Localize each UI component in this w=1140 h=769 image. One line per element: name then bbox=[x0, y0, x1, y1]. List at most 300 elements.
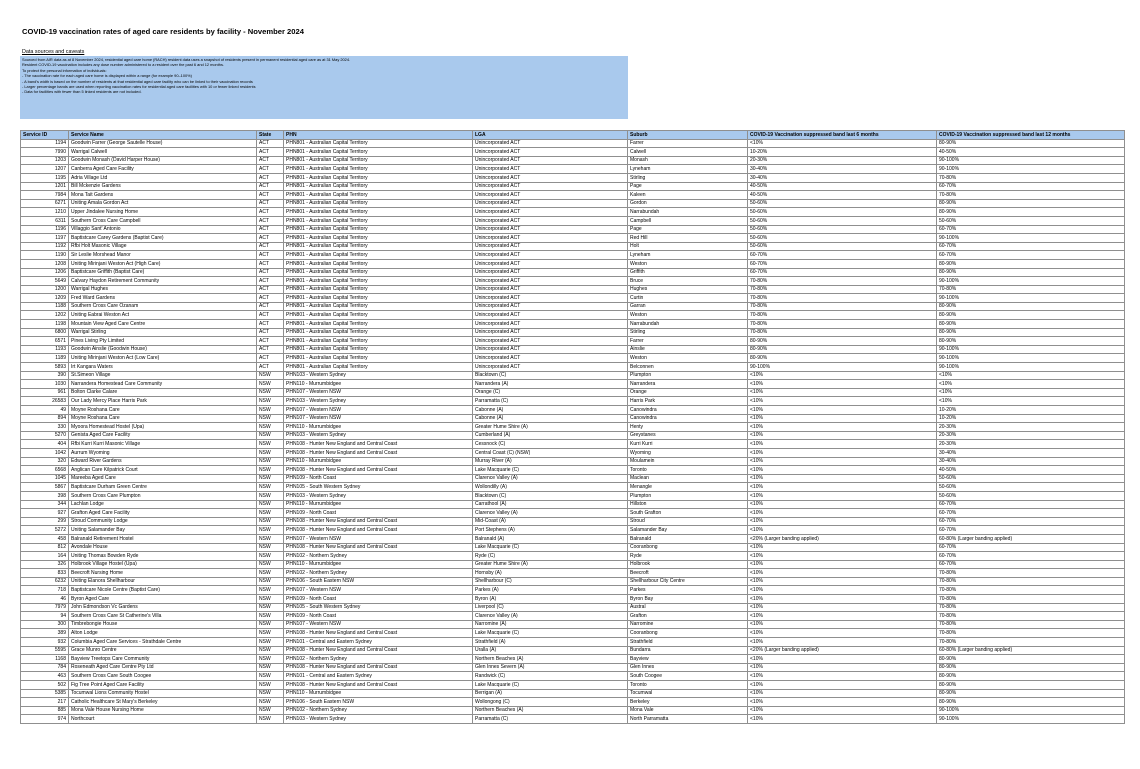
band-12-months-cell[interactable]: 80-90% bbox=[937, 672, 1125, 681]
service-id-cell[interactable]: 49 bbox=[21, 406, 69, 415]
phn-cell[interactable]: PHN105 - South Western Sydney bbox=[284, 483, 473, 492]
lga-cell[interactable]: Cumberland (A) bbox=[473, 431, 628, 440]
header-lga[interactable]: LGA bbox=[473, 131, 628, 140]
band-12-months-cell[interactable]: 60-80% (Larger banding applied) bbox=[937, 534, 1125, 543]
band-12-months-cell[interactable]: 60-80% (Larger banding applied) bbox=[937, 646, 1125, 655]
service-id-cell[interactable]: 833 bbox=[21, 569, 69, 578]
lga-cell[interactable]: Unincorporated ACT bbox=[473, 320, 628, 329]
band-6-months-cell[interactable]: <10% bbox=[748, 500, 937, 509]
service-id-cell[interactable]: 390 bbox=[21, 371, 69, 380]
service-name-cell[interactable]: Canberra Aged Care Facility bbox=[69, 165, 257, 174]
service-id-cell[interactable]: 1030 bbox=[21, 380, 69, 389]
band-12-months-cell[interactable]: 70-80% bbox=[937, 638, 1125, 647]
state-cell[interactable]: NSW bbox=[257, 612, 284, 621]
service-name-cell[interactable]: Warrigal Stirling bbox=[69, 328, 257, 337]
service-id-cell[interactable]: 1198 bbox=[21, 320, 69, 329]
band-6-months-cell[interactable]: <10% bbox=[748, 543, 937, 552]
service-name-cell[interactable]: Alton Lodge bbox=[69, 629, 257, 638]
band-6-months-cell[interactable]: <10% bbox=[748, 423, 937, 432]
suburb-cell[interactable]: Beecroft bbox=[628, 569, 748, 578]
lga-cell[interactable]: Unincorporated ACT bbox=[473, 156, 628, 165]
lga-cell[interactable]: Clarence Valley (A) bbox=[473, 474, 628, 483]
header-service-id[interactable]: Service ID bbox=[21, 131, 69, 140]
state-cell[interactable]: ACT bbox=[257, 337, 284, 346]
suburb-cell[interactable]: Balranald bbox=[628, 534, 748, 543]
band-12-months-cell[interactable]: 60-70% bbox=[937, 526, 1125, 535]
service-name-cell[interactable]: Fig Tree Point Aged Care Facility bbox=[69, 681, 257, 690]
phn-cell[interactable]: PHN109 - North Coast bbox=[284, 509, 473, 518]
service-name-cell[interactable]: Our Lady Mercy Place Harris Park bbox=[69, 397, 257, 406]
phn-cell[interactable]: PHN108 - Hunter New England and Central Coast bbox=[284, 466, 473, 475]
band-12-months-cell[interactable]: 60-70% bbox=[937, 242, 1125, 251]
band-6-months-cell[interactable]: <10% bbox=[748, 526, 937, 535]
band-6-months-cell[interactable]: 30-40% bbox=[748, 173, 937, 182]
state-cell[interactable]: NSW bbox=[257, 474, 284, 483]
lga-cell[interactable]: Parramatta (C) bbox=[473, 715, 628, 724]
service-id-cell[interactable]: 1210 bbox=[21, 208, 69, 217]
phn-cell[interactable]: PHN801 - Australian Capital Territory bbox=[284, 320, 473, 329]
band-12-months-cell[interactable]: 90-100% bbox=[937, 715, 1125, 724]
suburb-cell[interactable]: Weston bbox=[628, 259, 748, 268]
suburb-cell[interactable]: South Coogee bbox=[628, 672, 748, 681]
service-name-cell[interactable]: Upper Jindalee Nursing Home bbox=[69, 208, 257, 217]
service-name-cell[interactable]: Uniting Eabrai Weston Act bbox=[69, 311, 257, 320]
lga-cell[interactable]: Unincorporated ACT bbox=[473, 191, 628, 200]
band-6-months-cell[interactable]: <10% bbox=[748, 672, 937, 681]
band-6-months-cell[interactable]: <10% bbox=[748, 655, 937, 664]
band-12-months-cell[interactable]: 10-20% bbox=[937, 406, 1125, 415]
phn-cell[interactable]: PHN108 - Hunter New England and Central Coast bbox=[284, 681, 473, 690]
suburb-cell[interactable]: Page bbox=[628, 182, 748, 191]
lga-cell[interactable]: Narrandera (A) bbox=[473, 380, 628, 389]
band-12-months-cell[interactable]: 60-70% bbox=[937, 500, 1125, 509]
band-12-months-cell[interactable]: 80-90% bbox=[937, 302, 1125, 311]
phn-cell[interactable]: PHN109 - North Coast bbox=[284, 474, 473, 483]
lga-cell[interactable]: Clarence Valley (A) bbox=[473, 612, 628, 621]
band-6-months-cell[interactable]: 20-30% bbox=[748, 156, 937, 165]
service-id-cell[interactable]: 404 bbox=[21, 440, 69, 449]
lga-cell[interactable]: Unincorporated ACT bbox=[473, 277, 628, 286]
state-cell[interactable]: NSW bbox=[257, 620, 284, 629]
state-cell[interactable]: NSW bbox=[257, 371, 284, 380]
band-6-months-cell[interactable]: <10% bbox=[748, 448, 937, 457]
lga-cell[interactable]: Unincorporated ACT bbox=[473, 251, 628, 260]
phn-cell[interactable]: PHN108 - Hunter New England and Central Coast bbox=[284, 517, 473, 526]
service-id-cell[interactable]: 974 bbox=[21, 715, 69, 724]
suburb-cell[interactable]: Weston bbox=[628, 311, 748, 320]
lga-cell[interactable]: Unincorporated ACT bbox=[473, 259, 628, 268]
lga-cell[interactable]: Cabonne (A) bbox=[473, 406, 628, 415]
phn-cell[interactable]: PHN108 - Hunter New England and Central Coast bbox=[284, 543, 473, 552]
band-6-months-cell[interactable]: <10% bbox=[748, 612, 937, 621]
state-cell[interactable]: NSW bbox=[257, 534, 284, 543]
lga-cell[interactable]: Unincorporated ACT bbox=[473, 165, 628, 174]
phn-cell[interactable]: PHN103 - Western Sydney bbox=[284, 491, 473, 500]
service-id-cell[interactable]: 7984 bbox=[21, 191, 69, 200]
state-cell[interactable]: ACT bbox=[257, 225, 284, 234]
band-6-months-cell[interactable]: 50-60% bbox=[748, 225, 937, 234]
state-cell[interactable]: NSW bbox=[257, 689, 284, 698]
band-12-months-cell[interactable]: 70-80% bbox=[937, 285, 1125, 294]
phn-cell[interactable]: PHN110 - Murrumbidgee bbox=[284, 457, 473, 466]
lga-cell[interactable]: Greater Hume Shire (A) bbox=[473, 560, 628, 569]
band-6-months-cell[interactable]: <10% bbox=[748, 139, 937, 148]
band-12-months-cell[interactable]: 80-90% bbox=[937, 320, 1125, 329]
lga-cell[interactable]: Central Coast (C) (NSW) bbox=[473, 448, 628, 457]
phn-cell[interactable]: PHN801 - Australian Capital Territory bbox=[284, 139, 473, 148]
band-6-months-cell[interactable]: 30-40% bbox=[748, 165, 937, 174]
service-name-cell[interactable]: Aurrum Wyoming bbox=[69, 448, 257, 457]
suburb-cell[interactable]: Tocumwal bbox=[628, 689, 748, 698]
header-suburb[interactable]: Suburb bbox=[628, 131, 748, 140]
service-name-cell[interactable]: Bill Mckenzie Gardens bbox=[69, 182, 257, 191]
service-name-cell[interactable]: Goodwin Farrer (George Sautelle House) bbox=[69, 139, 257, 148]
band-6-months-cell[interactable]: <10% bbox=[748, 431, 937, 440]
band-12-months-cell[interactable]: 90-100% bbox=[937, 165, 1125, 174]
service-name-cell[interactable]: Rfbi Kurri Kurri Masonic Village bbox=[69, 440, 257, 449]
lga-cell[interactable]: Lake Macquarie (C) bbox=[473, 543, 628, 552]
service-id-cell[interactable]: 1209 bbox=[21, 294, 69, 303]
service-id-cell[interactable]: 1208 bbox=[21, 259, 69, 268]
service-name-cell[interactable]: Sir Leslie Morshead Manor bbox=[69, 251, 257, 260]
state-cell[interactable]: NSW bbox=[257, 509, 284, 518]
band-6-months-cell[interactable]: 70-80% bbox=[748, 285, 937, 294]
band-12-months-cell[interactable]: 70-80% bbox=[937, 569, 1125, 578]
phn-cell[interactable]: PHN108 - Hunter New England and Central Coast bbox=[284, 440, 473, 449]
state-cell[interactable]: NSW bbox=[257, 663, 284, 672]
lga-cell[interactable]: Clarence Valley (A) bbox=[473, 509, 628, 518]
suburb-cell[interactable]: Cooranbong bbox=[628, 543, 748, 552]
band-12-months-cell[interactable]: 60-70% bbox=[937, 543, 1125, 552]
band-12-months-cell[interactable]: 60-70% bbox=[937, 225, 1125, 234]
service-id-cell[interactable]: 164 bbox=[21, 552, 69, 561]
service-id-cell[interactable]: 927 bbox=[21, 509, 69, 518]
service-name-cell[interactable]: Timbrebongie House bbox=[69, 620, 257, 629]
band-6-months-cell[interactable]: <10% bbox=[748, 466, 937, 475]
suburb-cell[interactable]: Stirling bbox=[628, 328, 748, 337]
phn-cell[interactable]: PHN801 - Australian Capital Territory bbox=[284, 156, 473, 165]
band-6-months-cell[interactable]: <10% bbox=[748, 491, 937, 500]
phn-cell[interactable]: PHN801 - Australian Capital Territory bbox=[284, 259, 473, 268]
band-6-months-cell[interactable]: <10% bbox=[748, 698, 937, 707]
lga-cell[interactable]: Glen Innes Severn (A) bbox=[473, 663, 628, 672]
service-id-cell[interactable]: 1201 bbox=[21, 182, 69, 191]
band-6-months-cell[interactable]: 60-70% bbox=[748, 259, 937, 268]
suburb-cell[interactable]: Byron Bay bbox=[628, 595, 748, 604]
band-12-months-cell[interactable]: <10% bbox=[937, 371, 1125, 380]
state-cell[interactable]: NSW bbox=[257, 552, 284, 561]
band-6-months-cell[interactable]: <10% bbox=[748, 440, 937, 449]
band-6-months-cell[interactable]: 80-90% bbox=[748, 354, 937, 363]
band-12-months-cell[interactable]: 90-100% bbox=[937, 354, 1125, 363]
suburb-cell[interactable]: Narrabundah bbox=[628, 208, 748, 217]
lga-cell[interactable]: Wollondilly (A) bbox=[473, 483, 628, 492]
suburb-cell[interactable]: Cooranbong bbox=[628, 629, 748, 638]
service-id-cell[interactable]: 5893 bbox=[21, 363, 69, 372]
service-id-cell[interactable]: 7990 bbox=[21, 148, 69, 157]
band-6-months-cell[interactable]: <10% bbox=[748, 388, 937, 397]
suburb-cell[interactable]: Ryde bbox=[628, 552, 748, 561]
service-name-cell[interactable]: Mountain View Aged Care Centre bbox=[69, 320, 257, 329]
lga-cell[interactable]: Unincorporated ACT bbox=[473, 234, 628, 243]
band-6-months-cell[interactable]: <10% bbox=[748, 586, 937, 595]
lga-cell[interactable]: Unincorporated ACT bbox=[473, 182, 628, 191]
service-id-cell[interactable]: 6571 bbox=[21, 337, 69, 346]
service-id-cell[interactable]: 1195 bbox=[21, 173, 69, 182]
band-12-months-cell[interactable]: 80-90% bbox=[937, 328, 1125, 337]
phn-cell[interactable]: PHN102 - Northern Sydney bbox=[284, 569, 473, 578]
service-name-cell[interactable]: Narrandera Homestead Care Community bbox=[69, 380, 257, 389]
service-name-cell[interactable]: John Edmondson Vc Gardens bbox=[69, 603, 257, 612]
lga-cell[interactable]: Unincorporated ACT bbox=[473, 208, 628, 217]
band-6-months-cell[interactable]: <20% (Larger banding applied) bbox=[748, 534, 937, 543]
service-name-cell[interactable]: Uniting Elanora Shellharbour bbox=[69, 577, 257, 586]
state-cell[interactable]: NSW bbox=[257, 491, 284, 500]
lga-cell[interactable]: Wollongong (C) bbox=[473, 698, 628, 707]
lga-cell[interactable]: Unincorporated ACT bbox=[473, 345, 628, 354]
service-name-cell[interactable]: Southern Cross Care Plumpton bbox=[69, 491, 257, 500]
suburb-cell[interactable]: Gordon bbox=[628, 199, 748, 208]
suburb-cell[interactable]: Hughes bbox=[628, 285, 748, 294]
suburb-cell[interactable]: Narrabundah bbox=[628, 320, 748, 329]
header-band-6-months[interactable]: COVID-19 Vaccination suppressed band last 6 months bbox=[748, 131, 937, 140]
lga-cell[interactable]: Unincorporated ACT bbox=[473, 148, 628, 157]
phn-cell[interactable]: PHN103 - Western Sydney bbox=[284, 715, 473, 724]
state-cell[interactable]: NSW bbox=[257, 603, 284, 612]
band-12-months-cell[interactable]: 90-100% bbox=[937, 345, 1125, 354]
phn-cell[interactable]: PHN103 - Western Sydney bbox=[284, 431, 473, 440]
service-id-cell[interactable]: 894 bbox=[21, 414, 69, 423]
header-state[interactable]: State bbox=[257, 131, 284, 140]
service-name-cell[interactable]: Southern Cross Care Ozanam bbox=[69, 302, 257, 311]
band-6-months-cell[interactable]: <10% bbox=[748, 552, 937, 561]
phn-cell[interactable]: PHN801 - Australian Capital Territory bbox=[284, 337, 473, 346]
phn-cell[interactable]: PHN107 - Western NSW bbox=[284, 620, 473, 629]
band-12-months-cell[interactable]: 80-90% bbox=[937, 199, 1125, 208]
phn-cell[interactable]: PHN801 - Australian Capital Territory bbox=[284, 242, 473, 251]
phn-cell[interactable]: PHN110 - Murrumbidgee bbox=[284, 423, 473, 432]
service-id-cell[interactable]: 718 bbox=[21, 586, 69, 595]
phn-cell[interactable]: PHN110 - Murrumbidgee bbox=[284, 560, 473, 569]
lga-cell[interactable]: Unincorporated ACT bbox=[473, 173, 628, 182]
suburb-cell[interactable]: Weston bbox=[628, 354, 748, 363]
suburb-cell[interactable]: Shellharbour City Centre bbox=[628, 577, 748, 586]
service-id-cell[interactable]: 6800 bbox=[21, 328, 69, 337]
band-6-months-cell[interactable]: 90-100% bbox=[748, 363, 937, 372]
service-id-cell[interactable]: 1203 bbox=[21, 156, 69, 165]
phn-cell[interactable]: PHN801 - Australian Capital Territory bbox=[284, 234, 473, 243]
phn-cell[interactable]: PHN101 - Central and Eastern Sydney bbox=[284, 638, 473, 647]
suburb-cell[interactable]: Berkeley bbox=[628, 698, 748, 707]
state-cell[interactable]: NSW bbox=[257, 543, 284, 552]
band-12-months-cell[interactable]: 70-80% bbox=[937, 173, 1125, 182]
suburb-cell[interactable]: Farrer bbox=[628, 139, 748, 148]
band-12-months-cell[interactable]: 80-90% bbox=[937, 655, 1125, 664]
suburb-cell[interactable]: South Grafton bbox=[628, 509, 748, 518]
service-name-cell[interactable]: Southern Cross Care Campbell bbox=[69, 216, 257, 225]
service-id-cell[interactable]: 1189 bbox=[21, 354, 69, 363]
state-cell[interactable]: NSW bbox=[257, 577, 284, 586]
suburb-cell[interactable]: Calwell bbox=[628, 148, 748, 157]
band-12-months-cell[interactable]: 70-80% bbox=[937, 629, 1125, 638]
lga-cell[interactable]: Blacktown (C) bbox=[473, 371, 628, 380]
lga-cell[interactable]: Unincorporated ACT bbox=[473, 337, 628, 346]
lga-cell[interactable]: Lake Macquarie (C) bbox=[473, 466, 628, 475]
band-12-months-cell[interactable]: 50-60% bbox=[937, 216, 1125, 225]
band-6-months-cell[interactable]: <10% bbox=[748, 603, 937, 612]
suburb-cell[interactable]: Austral bbox=[628, 603, 748, 612]
phn-cell[interactable]: PHN109 - North Coast bbox=[284, 612, 473, 621]
service-name-cell[interactable]: Goodwin Ainslie (Goodwin House) bbox=[69, 345, 257, 354]
service-name-cell[interactable]: Lachlan Lodge bbox=[69, 500, 257, 509]
lga-cell[interactable]: Northern Beaches (A) bbox=[473, 655, 628, 664]
band-6-months-cell[interactable]: <10% bbox=[748, 706, 937, 715]
service-name-cell[interactable]: Adria Village Ltd bbox=[69, 173, 257, 182]
phn-cell[interactable]: PHN801 - Australian Capital Territory bbox=[284, 294, 473, 303]
band-12-months-cell[interactable]: 50-60% bbox=[937, 483, 1125, 492]
service-id-cell[interactable]: 1192 bbox=[21, 242, 69, 251]
service-name-cell[interactable]: Stroud Community Lodge bbox=[69, 517, 257, 526]
band-12-months-cell[interactable]: 80-90% bbox=[937, 698, 1125, 707]
state-cell[interactable]: ACT bbox=[257, 199, 284, 208]
suburb-cell[interactable]: Stirling bbox=[628, 173, 748, 182]
header-band-12-months[interactable]: COVID-19 Vaccination suppressed band last 12 months bbox=[937, 131, 1125, 140]
service-name-cell[interactable]: Beecroft Nursing Home bbox=[69, 569, 257, 578]
phn-cell[interactable]: PHN103 - Western Sydney bbox=[284, 371, 473, 380]
band-12-months-cell[interactable]: 60-70% bbox=[937, 509, 1125, 518]
service-name-cell[interactable]: Goodwin Monash (David Harper House) bbox=[69, 156, 257, 165]
band-6-months-cell[interactable]: 70-80% bbox=[748, 320, 937, 329]
service-name-cell[interactable]: Uniting Salamander Bay bbox=[69, 526, 257, 535]
band-12-months-cell[interactable]: 60-70% bbox=[937, 517, 1125, 526]
band-6-months-cell[interactable]: 50-60% bbox=[748, 199, 937, 208]
lga-cell[interactable]: Lake Macquarie (C) bbox=[473, 629, 628, 638]
service-id-cell[interactable]: 217 bbox=[21, 698, 69, 707]
band-12-months-cell[interactable]: 90-100% bbox=[937, 706, 1125, 715]
band-12-months-cell[interactable]: 80-90% bbox=[937, 268, 1125, 277]
service-name-cell[interactable]: Uniting Thomas Bowden Ryde bbox=[69, 552, 257, 561]
band-6-months-cell[interactable]: 40-50% bbox=[748, 191, 937, 200]
service-id-cell[interactable]: 885 bbox=[21, 706, 69, 715]
state-cell[interactable]: NSW bbox=[257, 466, 284, 475]
state-cell[interactable]: NSW bbox=[257, 448, 284, 457]
suburb-cell[interactable]: Orange bbox=[628, 388, 748, 397]
suburb-cell[interactable]: Canowindra bbox=[628, 406, 748, 415]
service-name-cell[interactable]: Mona Vale House Nursing Home bbox=[69, 706, 257, 715]
band-12-months-cell[interactable]: 70-80% bbox=[937, 620, 1125, 629]
service-name-cell[interactable]: Fred Ward Gardens bbox=[69, 294, 257, 303]
phn-cell[interactable]: PHN801 - Australian Capital Territory bbox=[284, 302, 473, 311]
state-cell[interactable]: NSW bbox=[257, 500, 284, 509]
service-name-cell[interactable]: Southern Cross Care South Coogee bbox=[69, 672, 257, 681]
state-cell[interactable]: ACT bbox=[257, 173, 284, 182]
phn-cell[interactable]: PHN107 - Western NSW bbox=[284, 586, 473, 595]
state-cell[interactable]: ACT bbox=[257, 311, 284, 320]
service-id-cell[interactable]: 6311 bbox=[21, 216, 69, 225]
state-cell[interactable]: NSW bbox=[257, 569, 284, 578]
band-6-months-cell[interactable]: <10% bbox=[748, 457, 937, 466]
phn-cell[interactable]: PHN105 - South Western Sydney bbox=[284, 603, 473, 612]
service-id-cell[interactable]: 330 bbox=[21, 423, 69, 432]
state-cell[interactable]: ACT bbox=[257, 328, 284, 337]
band-6-months-cell[interactable]: <20% (Larger banding applied) bbox=[748, 646, 937, 655]
band-6-months-cell[interactable]: <10% bbox=[748, 474, 937, 483]
service-id-cell[interactable]: 1206 bbox=[21, 268, 69, 277]
service-id-cell[interactable]: 7979 bbox=[21, 603, 69, 612]
band-6-months-cell[interactable]: <10% bbox=[748, 663, 937, 672]
suburb-cell[interactable]: Bundarra bbox=[628, 646, 748, 655]
service-name-cell[interactable]: Balranald Retirement Hostel bbox=[69, 534, 257, 543]
band-12-months-cell[interactable]: 30-40% bbox=[937, 448, 1125, 457]
service-id-cell[interactable]: 1194 bbox=[21, 139, 69, 148]
state-cell[interactable]: ACT bbox=[257, 139, 284, 148]
state-cell[interactable]: ACT bbox=[257, 191, 284, 200]
state-cell[interactable]: ACT bbox=[257, 294, 284, 303]
state-cell[interactable]: ACT bbox=[257, 354, 284, 363]
suburb-cell[interactable]: Henty bbox=[628, 423, 748, 432]
band-12-months-cell[interactable]: 60-70% bbox=[937, 560, 1125, 569]
state-cell[interactable]: NSW bbox=[257, 698, 284, 707]
band-12-months-cell[interactable]: 60-70% bbox=[937, 552, 1125, 561]
band-6-months-cell[interactable]: 70-80% bbox=[748, 277, 937, 286]
state-cell[interactable]: ACT bbox=[257, 182, 284, 191]
state-cell[interactable]: NSW bbox=[257, 414, 284, 423]
suburb-cell[interactable]: Glen Innes bbox=[628, 663, 748, 672]
service-id-cell[interactable]: 5649 bbox=[21, 277, 69, 286]
band-6-months-cell[interactable]: 80-90% bbox=[748, 345, 937, 354]
service-name-cell[interactable]: Uniting Mirinjani Weston Act (Low Care) bbox=[69, 354, 257, 363]
band-12-months-cell[interactable]: 60-70% bbox=[937, 251, 1125, 260]
lga-cell[interactable]: Parramatta (C) bbox=[473, 397, 628, 406]
suburb-cell[interactable]: Garran bbox=[628, 302, 748, 311]
band-6-months-cell[interactable]: 50-60% bbox=[748, 242, 937, 251]
phn-cell[interactable]: PHN102 - Northern Sydney bbox=[284, 706, 473, 715]
service-id-cell[interactable]: 5867 bbox=[21, 483, 69, 492]
band-6-months-cell[interactable]: 70-80% bbox=[748, 302, 937, 311]
band-12-months-cell[interactable]: 70-80% bbox=[937, 595, 1125, 604]
suburb-cell[interactable]: Canowindra bbox=[628, 414, 748, 423]
service-name-cell[interactable]: Grafton Aged Care Facility bbox=[69, 509, 257, 518]
band-6-months-cell[interactable]: <10% bbox=[748, 380, 937, 389]
service-id-cell[interactable]: 6232 bbox=[21, 577, 69, 586]
service-id-cell[interactable]: 326 bbox=[21, 560, 69, 569]
band-12-months-cell[interactable]: 20-30% bbox=[937, 440, 1125, 449]
lga-cell[interactable]: Unincorporated ACT bbox=[473, 225, 628, 234]
phn-cell[interactable]: PHN801 - Australian Capital Territory bbox=[284, 251, 473, 260]
service-id-cell[interactable]: 26583 bbox=[21, 397, 69, 406]
service-id-cell[interactable]: 1045 bbox=[21, 474, 69, 483]
suburb-cell[interactable]: Curtin bbox=[628, 294, 748, 303]
suburb-cell[interactable]: Harris Park bbox=[628, 397, 748, 406]
state-cell[interactable]: ACT bbox=[257, 363, 284, 372]
lga-cell[interactable]: Unincorporated ACT bbox=[473, 268, 628, 277]
lga-cell[interactable]: Mid-Coast (A) bbox=[473, 517, 628, 526]
suburb-cell[interactable]: Parkes bbox=[628, 586, 748, 595]
service-name-cell[interactable]: Holbrook Village Hostel (Upa) bbox=[69, 560, 257, 569]
service-id-cell[interactable]: 398 bbox=[21, 491, 69, 500]
lga-cell[interactable]: Greater Hume Shire (A) bbox=[473, 423, 628, 432]
lga-cell[interactable]: Unincorporated ACT bbox=[473, 216, 628, 225]
service-id-cell[interactable]: 1042 bbox=[21, 448, 69, 457]
service-id-cell[interactable]: 5270 bbox=[21, 431, 69, 440]
service-id-cell[interactable]: 1207 bbox=[21, 165, 69, 174]
suburb-cell[interactable]: Toronto bbox=[628, 681, 748, 690]
state-cell[interactable]: NSW bbox=[257, 672, 284, 681]
service-id-cell[interactable]: 389 bbox=[21, 629, 69, 638]
phn-cell[interactable]: PHN801 - Australian Capital Territory bbox=[284, 199, 473, 208]
service-name-cell[interactable]: Calvary Haydon Retirement Community bbox=[69, 277, 257, 286]
service-id-cell[interactable]: 94 bbox=[21, 612, 69, 621]
